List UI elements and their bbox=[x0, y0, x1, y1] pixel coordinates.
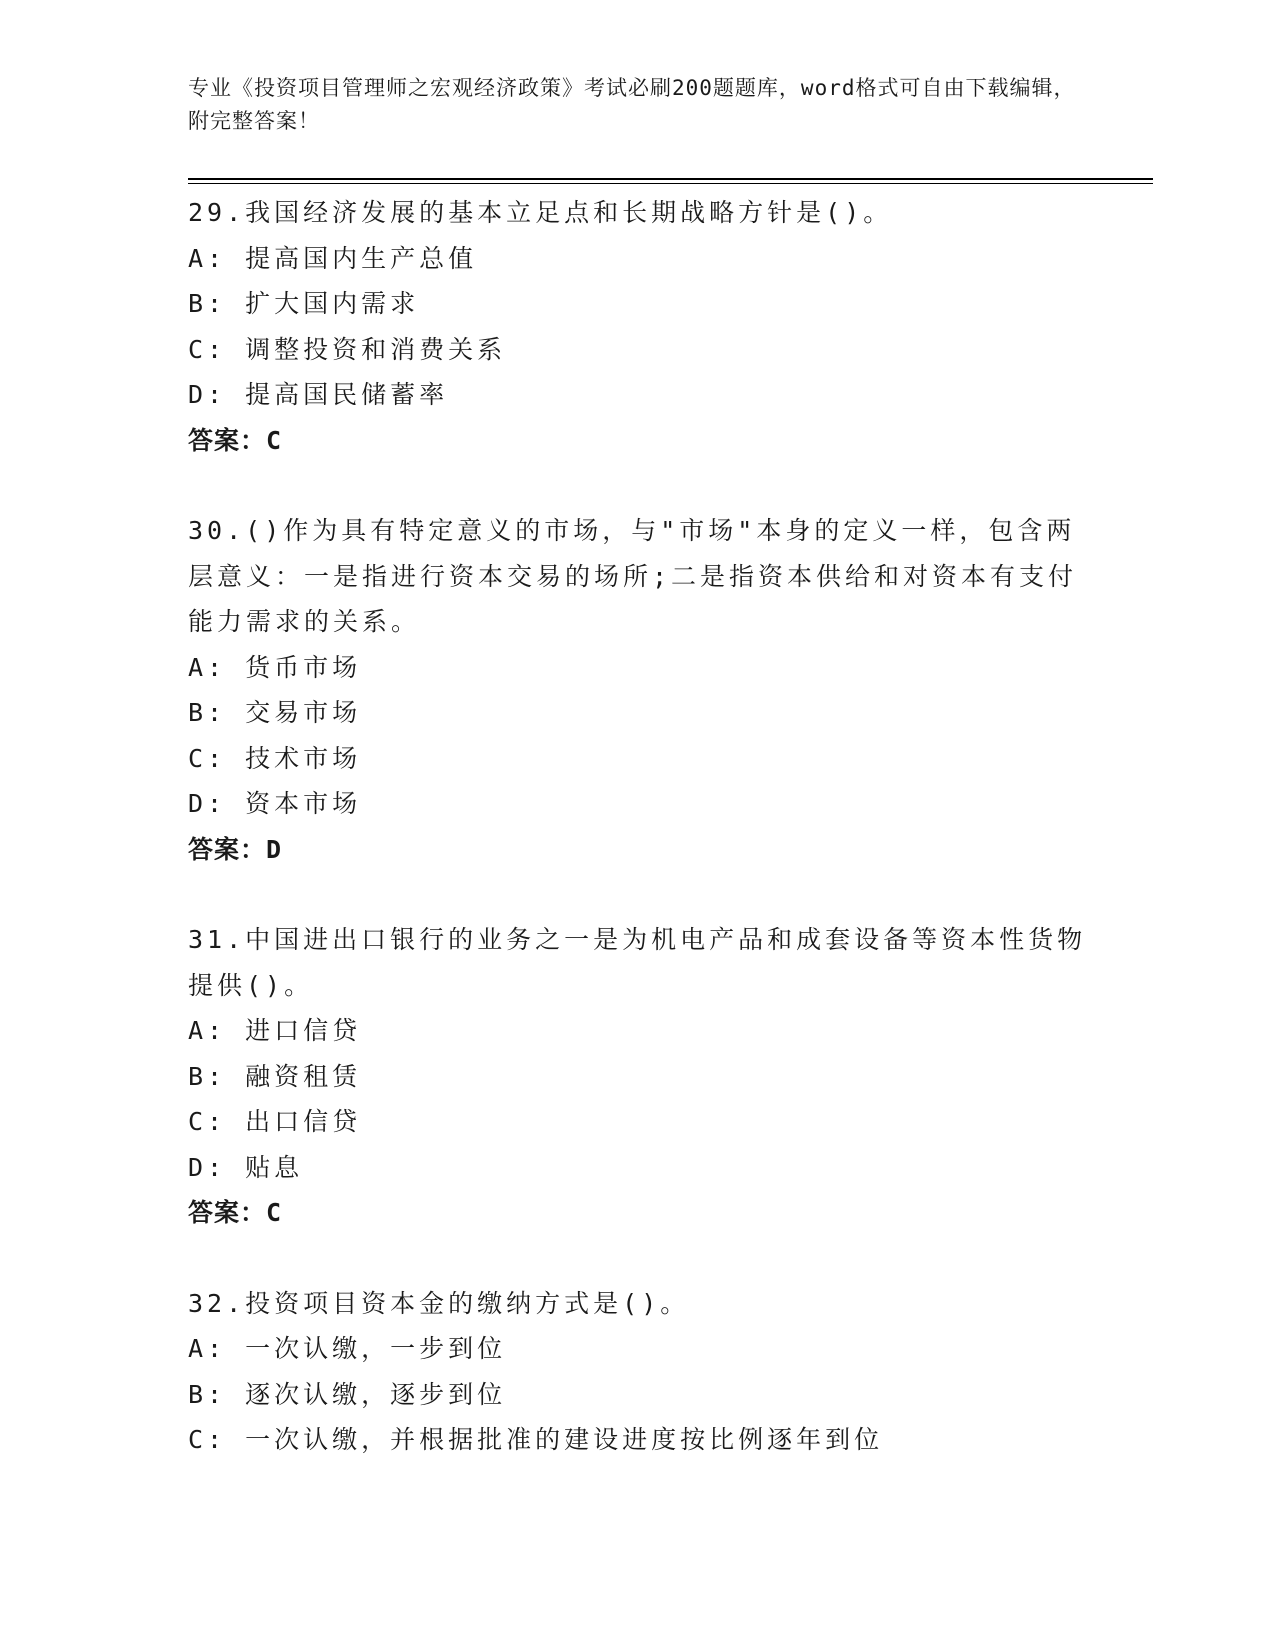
question-31 bbox=[188, 917, 1088, 1236]
option-a: A: 一次认缴，一步到位 bbox=[188, 1334, 507, 1363]
option-c: C: 技术市场 bbox=[188, 743, 362, 773]
document-intro: 专业《投资项目管理师之宏观经济政策》考试必刷200题题库，word格式可自由下载编辑，附完整答案！ bbox=[188, 76, 1076, 133]
option-d: D: 提高国民储蓄率 bbox=[188, 380, 449, 409]
question-30 bbox=[188, 508, 1088, 872]
question-32 bbox=[188, 1281, 1088, 1463]
question-stem: 32.投资项目资本金的缴纳方式是()。 bbox=[188, 1288, 690, 1318]
option-c: C: 一次认缴，并根据批准的建设进度按比例逐年到位 bbox=[188, 1425, 884, 1454]
question-stem: 30.()作为具有特定意义的市场，与"市场"本身的定义一样，包含两层意义：一是指进行资本交易的场所;二是指资本供给和对资本有支付能力需求的关系。 bbox=[188, 516, 1078, 636]
option-c: C: 出口信贷 bbox=[188, 1107, 362, 1136]
question-list bbox=[188, 190, 1088, 1508]
option-a: A: 提高国内生产总值 bbox=[188, 243, 478, 273]
option-b: B: 交易市场 bbox=[188, 698, 362, 727]
option-d: D: 贴息 bbox=[188, 1152, 304, 1182]
option-b: B: 扩大国内需求 bbox=[188, 289, 420, 318]
answer: 答案：C bbox=[188, 425, 283, 455]
option-b: B: 融资租赁 bbox=[188, 1061, 362, 1091]
option-c: C: 调整投资和消费关系 bbox=[188, 334, 507, 364]
question-stem: 31.中国进出口银行的业务之一是为机电产品和成套设备等资本性货物提供()。 bbox=[188, 925, 1087, 1000]
option-d: D: 资本市场 bbox=[188, 789, 362, 818]
option-b: B: 逐次认缴，逐步到位 bbox=[188, 1379, 507, 1409]
answer: 答案：C bbox=[188, 1198, 283, 1227]
question-29 bbox=[188, 190, 1088, 463]
option-a: A: 货币市场 bbox=[188, 652, 362, 682]
answer: 答案：D bbox=[188, 834, 283, 864]
option-a: A: 进口信贷 bbox=[188, 1016, 362, 1045]
header-divider bbox=[188, 178, 1153, 184]
question-stem: 29.我国经济发展的基本立足点和长期战略方针是()。 bbox=[188, 198, 893, 227]
